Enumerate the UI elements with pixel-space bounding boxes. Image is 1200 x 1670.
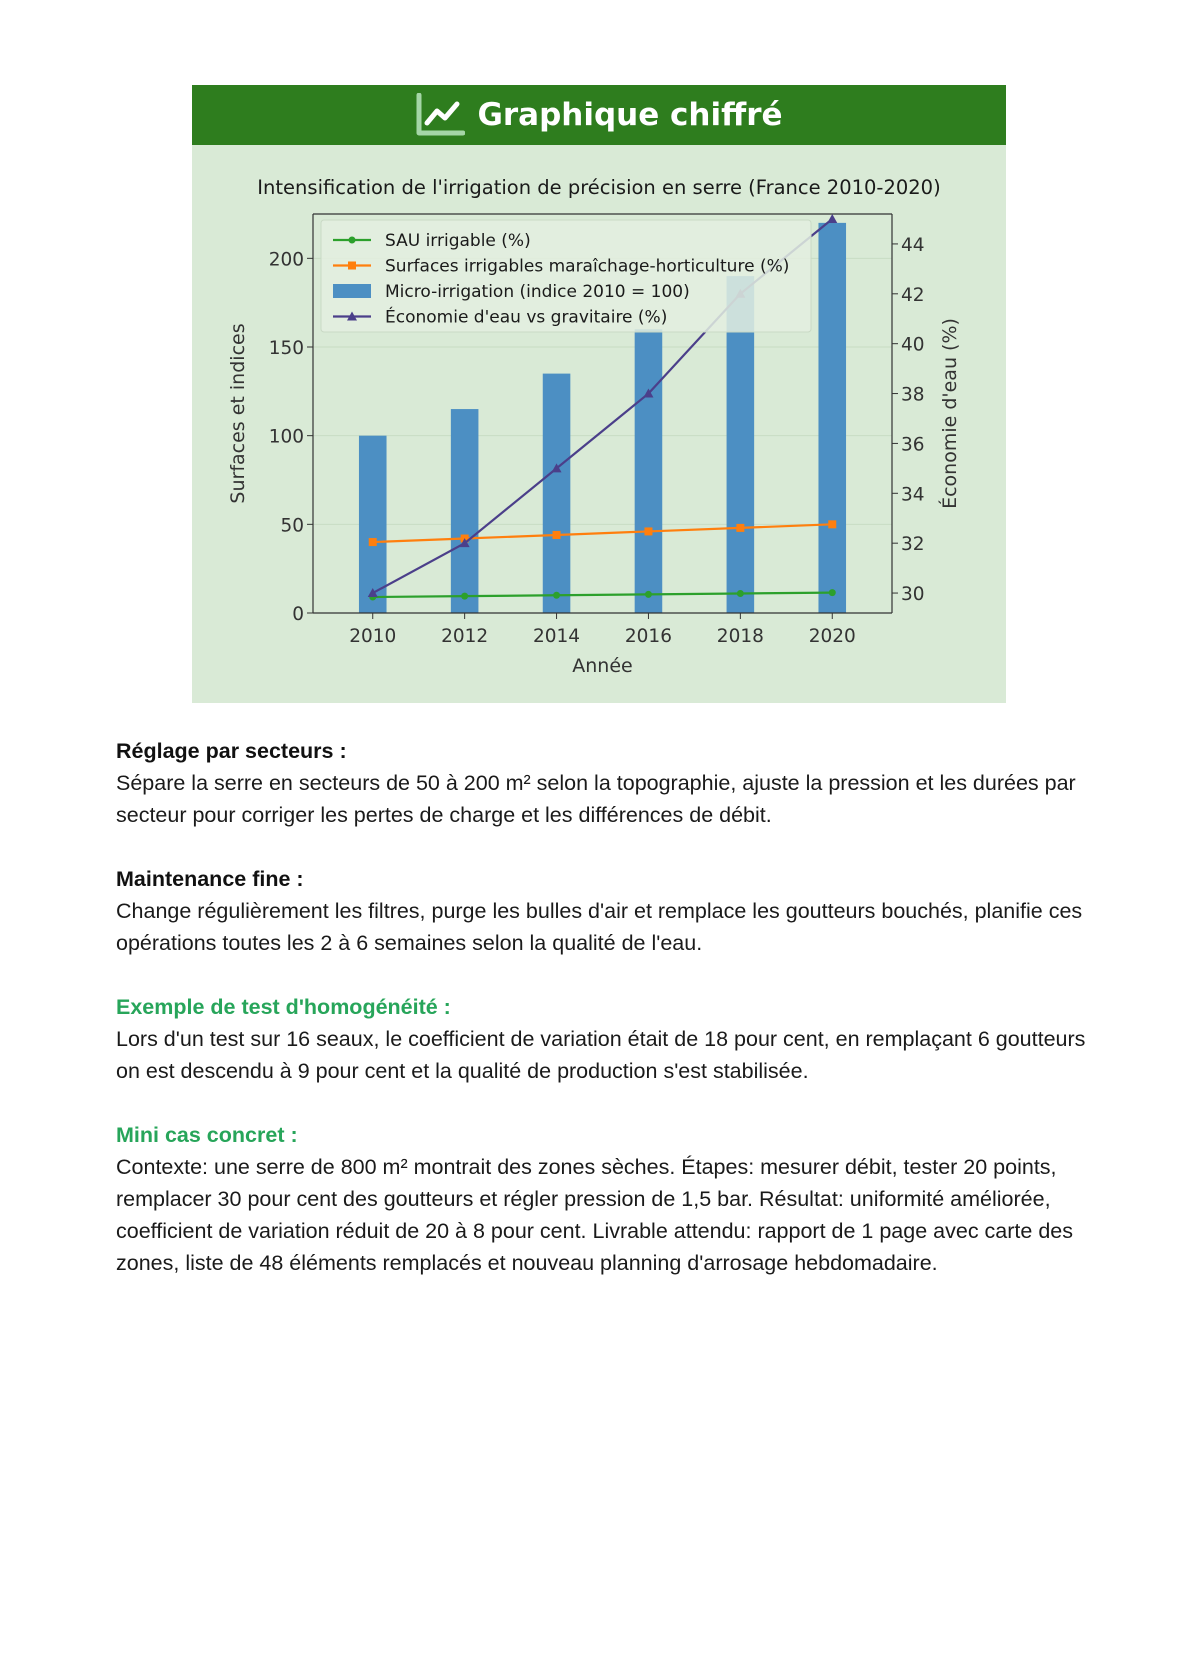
x-tick-label: 2020 [808,626,856,647]
section-exemple [116,991,1096,1087]
legend-marker [349,237,356,244]
section-title: Exemple de test d'homogénéité : [116,995,451,1019]
data-point [644,527,652,535]
y-tick-label-right: 40 [901,334,925,356]
series-line [373,524,833,542]
y-tick-label-right: 34 [901,484,925,506]
y-tick-label-right: 44 [901,234,925,256]
data-point [461,593,468,600]
data-point [369,538,377,546]
data-point [829,589,836,596]
content [116,735,1096,1311]
y-tick-label-left: 0 [292,604,304,625]
y-axis-label-right: Économie d'eau (%) [939,318,961,509]
chart [192,145,1006,703]
bar [543,374,571,613]
section-body: Lors d'un test sur 16 seaux, le coefficient de variation était de 18 pour cent, en remplaçant 6 goutteurs on est descendu à 9 pour cent et la qualité de production s'est stabilisée. [116,1027,1086,1083]
bar [818,223,846,613]
y-axis-label-left: Surfaces et indices [227,323,249,504]
x-tick-label: 2018 [716,626,764,647]
section-mini-cas [116,1119,1096,1279]
data-point [827,214,837,223]
chart-title: Intensification de l'irrigation de précision en serre (France 2010-2020) [257,176,941,199]
bar [635,329,663,613]
y-tick-label-right: 36 [901,434,925,456]
y-tick-label-right: 38 [901,384,925,406]
section-body: Contexte: une serre de 800 m² montrait des zones sèches. Étapes: mesurer débit, tester 20 points, remplacer 30 pour cent des goutteurs et régler pression de 1,5 bar. Résultat: uniformité améliorée, coefficient de variation réduit de 20 à 8 pour cent. Livrable attendu: rapport de 1 page avec carte des zones, liste de 48 éléments remplacés et nouveau planning d'arrosage hebdomadaire. [116,1155,1073,1275]
y-tick-label-right: 30 [901,584,925,606]
data-point [553,531,561,539]
legend-label: SAU irrigable (%) [385,231,531,251]
data-point [736,524,744,532]
y-tick-label-left: 50 [280,515,304,537]
bar [451,409,479,613]
x-axis-label: Année [572,655,633,677]
legend-label: Économie d'eau vs gravitaire (%) [385,307,668,328]
data-point [645,591,652,598]
section-reglage [116,735,1096,831]
y-tick-label-right: 32 [901,534,925,556]
data-point [553,592,560,599]
x-tick-label: 2016 [624,626,672,647]
legend-label: Micro-irrigation (indice 2010 = 100) [385,282,690,302]
y-tick-label-left: 150 [268,338,304,359]
legend-label: Surfaces irrigables maraîchage-horticulture (%) [385,256,790,277]
y-tick-label-left: 100 [268,426,304,448]
legend-swatch [333,284,371,298]
bar [359,436,387,613]
section-maintenance [116,863,1096,959]
section-title: Réglage par secteurs : [116,739,347,763]
legend-marker [348,262,356,270]
x-tick-label: 2014 [533,626,581,647]
figure-title: Graphique chiffré [477,97,783,133]
section-body: Sépare la serre en secteurs de 50 à 200 m² selon la topographie, ajuste la pression et les durées par secteur pour corriger les pertes de charge et les différences de débit. [116,771,1076,827]
chart-figure [192,85,1006,703]
series-line [373,593,833,597]
section-body: Change régulièrement les filtres, purge les bulles d'air et remplace les goutteurs bouchés, planifie ces opérations toutes les 2 à 6 semaines selon la qualité de l'eau. [116,899,1083,955]
section-title: Mini cas concret : [116,1123,298,1147]
line-chart-icon [415,93,465,137]
data-point [737,590,744,597]
figure-header [192,85,1006,145]
data-point [828,520,836,528]
y-tick-label-left: 200 [268,249,304,271]
section-title: Maintenance fine : [116,867,304,891]
x-tick-label: 2012 [441,626,489,647]
y-tick-label-right: 42 [901,284,925,306]
x-tick-label: 2010 [349,626,397,647]
